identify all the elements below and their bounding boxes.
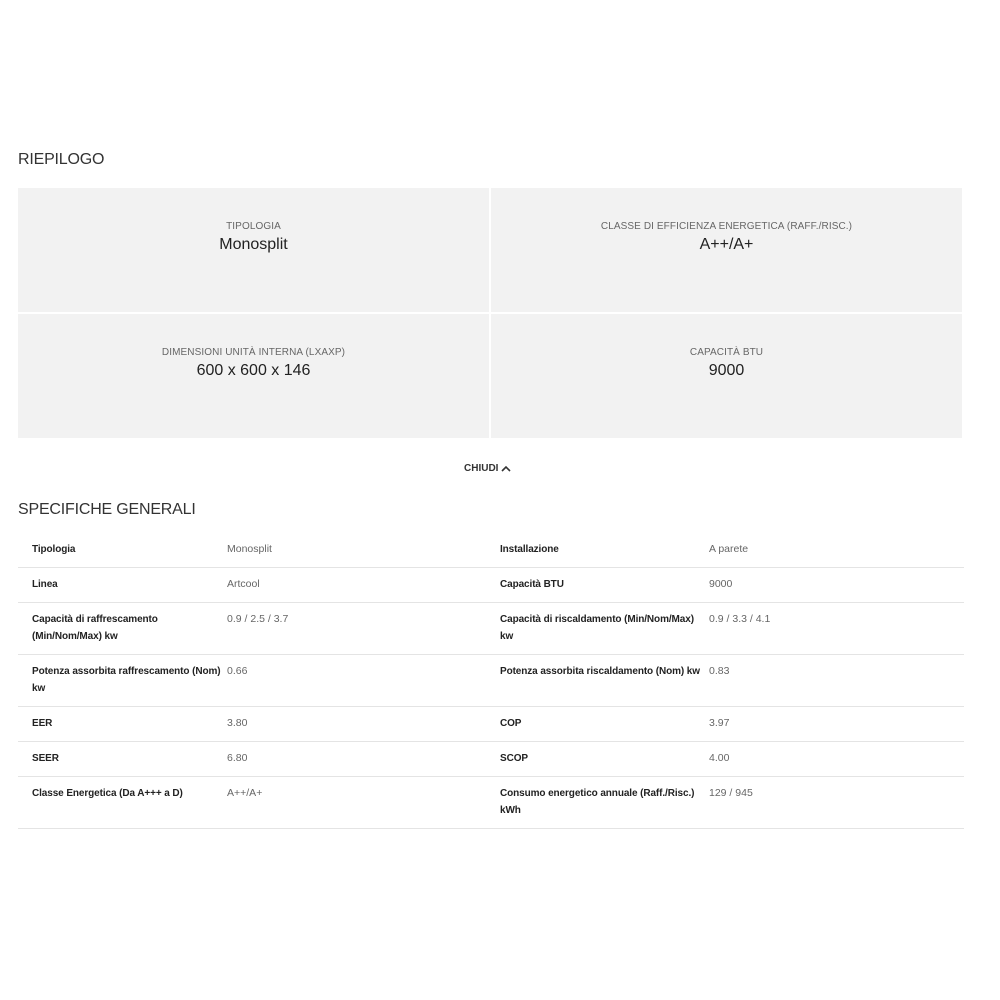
spec-key: COP (500, 707, 709, 742)
table-row (18, 655, 964, 707)
summary-value: A++/A+ (699, 236, 754, 253)
spec-key: Tipologia (18, 533, 227, 568)
summary-title: RIEPILOGO (18, 151, 105, 168)
spec-key: Capacità di riscaldamento (Min/Nom/Max) kw (500, 603, 709, 655)
specs-table (18, 533, 964, 829)
summary-label: CLASSE DI EFFICIENZA ENERGETICA (RAFF./RISC.) (600, 221, 853, 232)
spec-key: Potenza assorbita raffrescamento (Nom) kw (18, 655, 227, 707)
summary-cell-energy-class (491, 188, 962, 312)
summary-grid (18, 188, 962, 438)
summary-cell-btu (491, 314, 962, 438)
spec-value: Monosplit (227, 533, 500, 568)
spec-key: Capacità BTU (500, 568, 709, 603)
specs-title: SPECIFICHE GENERALI (18, 501, 196, 518)
spec-value: 129 / 945 (709, 777, 964, 829)
spec-value: Artcool (227, 568, 500, 603)
spec-key: SCOP (500, 742, 709, 777)
spec-value: 0.9 / 3.3 / 4.1 (709, 603, 964, 655)
spec-value: 4.00 (709, 742, 964, 777)
close-summary-label: CHIUDI (464, 463, 499, 474)
spec-key: Consumo energetico annuale (Raff./Risc.) kWh (500, 777, 709, 829)
table-row (18, 742, 964, 777)
summary-value: 9000 (708, 362, 745, 379)
spec-key: Installazione (500, 533, 709, 568)
summary-label: CAPACITÀ BTU (689, 347, 764, 358)
close-summary-button[interactable] (464, 463, 511, 474)
spec-key: SEER (18, 742, 227, 777)
table-row (18, 533, 964, 568)
spec-key: Classe Energetica (Da A+++ a D) (18, 777, 227, 829)
spec-value: 3.80 (227, 707, 500, 742)
spec-key: EER (18, 707, 227, 742)
spec-key: Capacità di raffrescamento (Min/Nom/Max) kw (18, 603, 227, 655)
spec-key: Linea (18, 568, 227, 603)
spec-value: 0.9 / 2.5 / 3.7 (227, 603, 500, 655)
spec-value: 9000 (709, 568, 964, 603)
spec-value: 3.97 (709, 707, 964, 742)
table-row (18, 568, 964, 603)
table-row (18, 707, 964, 742)
table-row (18, 603, 964, 655)
spec-key: Potenza assorbita riscaldamento (Nom) kw (500, 655, 709, 707)
summary-value: 600 x 600 x 146 (196, 362, 311, 379)
table-row (18, 777, 964, 829)
spec-value: A parete (709, 533, 964, 568)
summary-cell-tipologia (18, 188, 489, 312)
summary-value: Monosplit (219, 236, 288, 253)
chevron-up-icon (501, 465, 511, 472)
summary-label: TIPOLOGIA (226, 221, 281, 232)
summary-label: DIMENSIONI UNITÀ INTERNA (LXAXP) (161, 347, 346, 358)
spec-value: 6.80 (227, 742, 500, 777)
spec-value: 0.66 (227, 655, 500, 707)
spec-value: 0.83 (709, 655, 964, 707)
summary-cell-dimensions (18, 314, 489, 438)
spec-value: A++/A+ (227, 777, 500, 829)
